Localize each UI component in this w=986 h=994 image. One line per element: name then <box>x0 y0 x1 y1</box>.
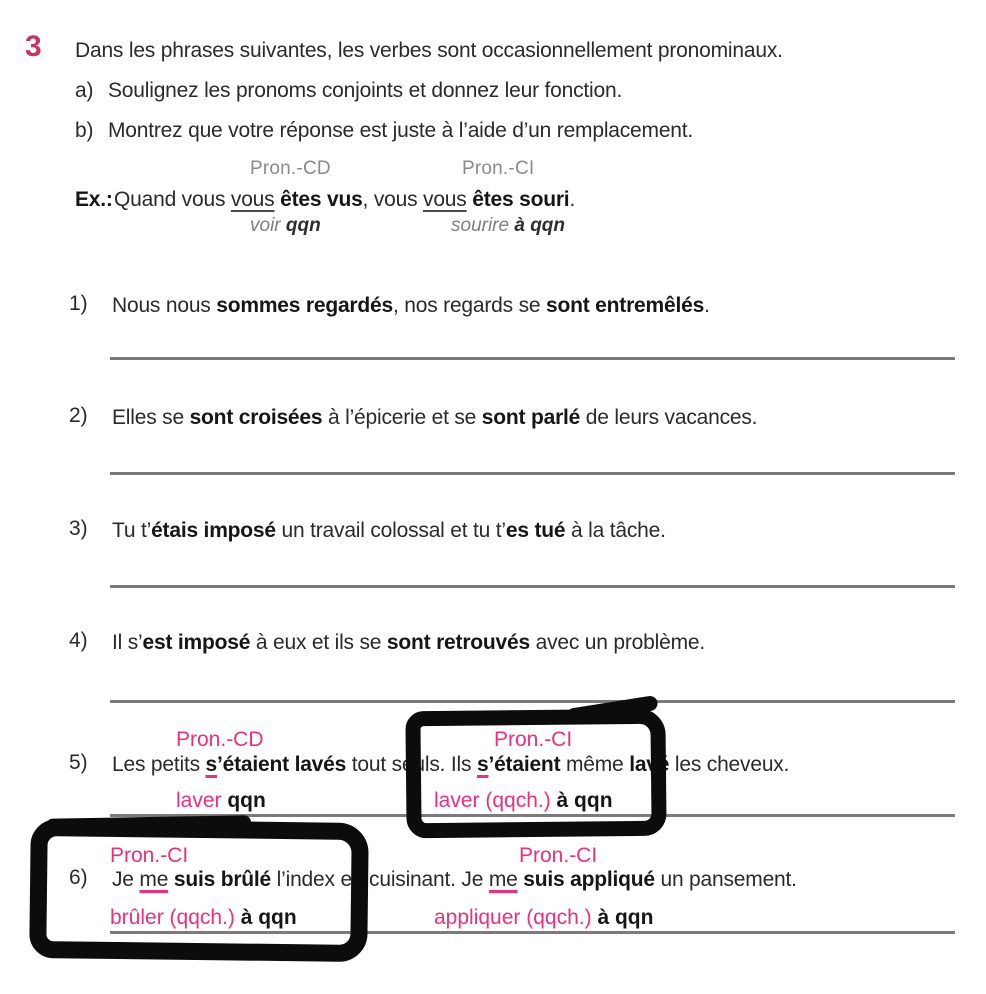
sub-item-b-text: Montrez que votre réponse est juste à l’aide d’un remplacement. <box>108 119 694 142</box>
question-6-number: 6) <box>69 866 88 889</box>
example-label: Ex.: <box>75 188 113 211</box>
example-sub-annotation-voir: voir qqn <box>250 215 321 236</box>
question-5-annotation-pron-ci: Pron.-CI <box>494 728 573 751</box>
exercise-intro: Dans les phrases suivantes, les verbes sont occasionnellement pronominaux. <box>75 39 783 62</box>
example-annotation-pron-ci: Pron.-CI <box>462 158 535 179</box>
sub-item-b-label: b) <box>75 119 94 142</box>
marker-circle-question6 <box>29 819 369 962</box>
question-6-answer-right: appliquer (qqch.) à qqn <box>434 906 654 929</box>
question-6-annotation-pron-ci-right: Pron.-CI <box>519 844 598 867</box>
example-sub-annotation-sourire: sourire à qqn <box>451 215 566 236</box>
exercise-number: 3 <box>25 30 42 63</box>
question-4-number: 4) <box>69 629 88 652</box>
answer-blank-line-1[interactable] <box>110 357 955 360</box>
example-sentence: Quand vous vous êtes vus, vous vous êtes souri. <box>114 188 576 211</box>
answer-blank-line-3[interactable] <box>110 585 955 588</box>
question-5-answer-right: laver (qqch.) à qqn <box>434 789 613 812</box>
question-2-sentence: Elles se sont croisées à l’épicerie et se sont parlé de leurs vacances. <box>112 406 758 429</box>
question-5-sentence: Les petits s’étaient lavés tout seuls. Ils s’étaient même lavé les cheveux. <box>112 753 790 776</box>
question-6-annotation-pron-ci-left: Pron.-CI <box>110 844 189 867</box>
marker-circle-question5 <box>405 709 666 839</box>
question-6-sentence: Je me suis brûlé l’index en cuisinant. Je me suis appliqué un pansement. <box>112 868 797 891</box>
question-5-annotation-pron-cd: Pron.-CD <box>176 728 264 751</box>
question-6-answer-left: brûler (qqch.) à qqn <box>110 906 297 929</box>
question-1-sentence: Nous nous sommes regardés, nos regards se sont entremêlés. <box>112 294 710 317</box>
question-5-number: 5) <box>69 751 88 774</box>
answer-blank-line-4[interactable] <box>110 700 955 703</box>
question-2-number: 2) <box>69 404 88 427</box>
sub-item-a-text: Soulignez les pronoms conjoints et donnez leur fonction. <box>108 79 623 102</box>
question-3-sentence: Tu t’étais imposé un travail colossal et tu t’es tué à la tâche. <box>112 519 666 542</box>
question-5-answer-left: laver qqn <box>176 789 266 812</box>
sub-item-a-label: a) <box>75 79 94 102</box>
answer-blank-line-2[interactable] <box>110 472 955 475</box>
question-4-sentence: Il s’est imposé à eux et ils se sont retrouvés avec un problème. <box>112 631 705 654</box>
question-1-number: 1) <box>69 292 88 315</box>
question-3-number: 3) <box>69 517 88 540</box>
example-annotation-pron-cd: Pron.-CD <box>250 158 331 179</box>
